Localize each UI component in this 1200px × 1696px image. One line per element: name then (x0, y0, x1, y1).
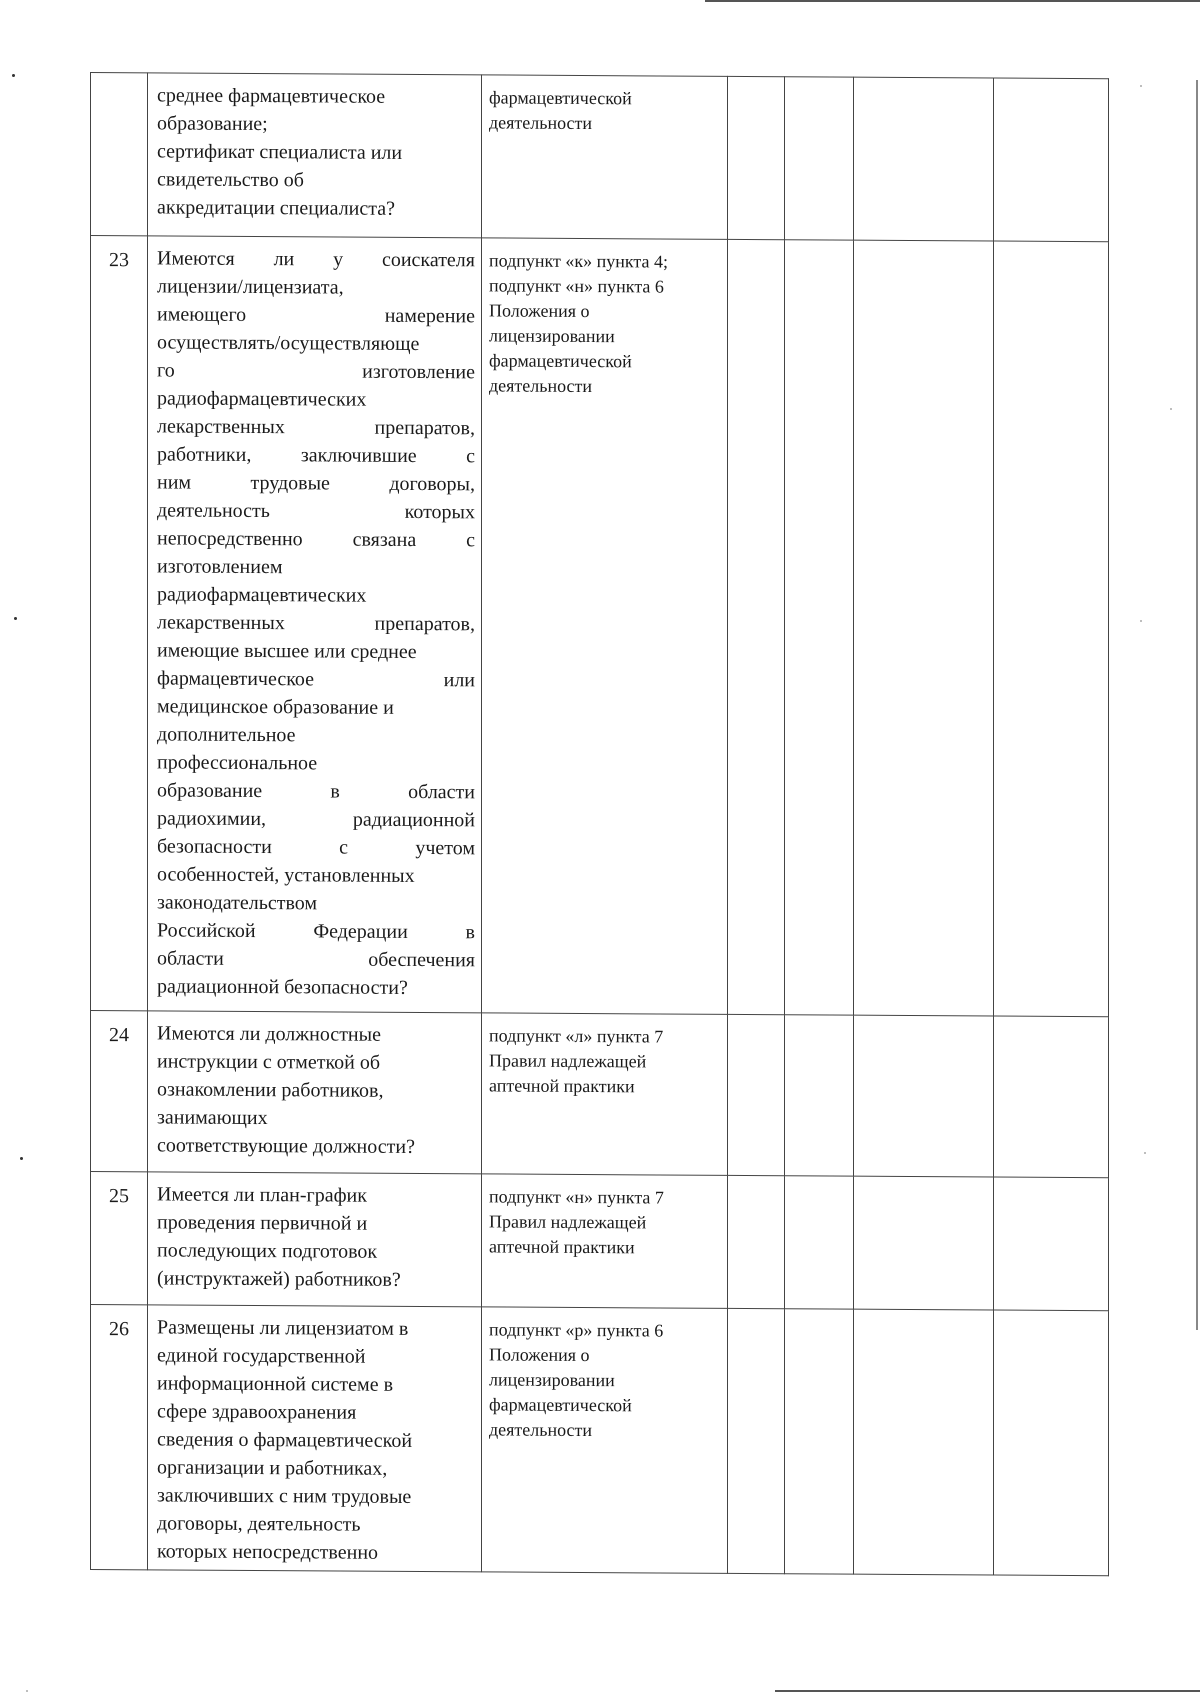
question-line: аккредитации специалиста? (157, 196, 395, 220)
question-line: занимающих (157, 1106, 268, 1130)
empty-cell (994, 1177, 1109, 1311)
question-line: ним трудовые договоры, (157, 471, 475, 496)
question-line: Имеются ли у соискателя (157, 247, 475, 272)
question-line: безопасности с учетом (157, 835, 475, 860)
empty-cell (728, 1175, 785, 1308)
question-line: Имеется ли план-график (157, 1183, 367, 1207)
empty-cell (785, 1176, 854, 1309)
table-row (91, 1011, 1109, 1178)
scan-dot (26, 1690, 28, 1692)
reference-line: подпункт «н» пункта 7 (489, 1186, 664, 1208)
empty-cell (785, 77, 854, 240)
question-line: профессиональное (157, 751, 318, 775)
question-line: изготовлением (157, 555, 283, 579)
question-line: образование в области (157, 779, 475, 804)
table-row (91, 236, 1109, 1017)
question-line: медицинское образование и (157, 695, 394, 719)
reference-line: лицензировании (489, 325, 615, 347)
question-line: радиохимии, радиационной (157, 807, 475, 832)
table-row (91, 1172, 1109, 1311)
question-cell (148, 1172, 482, 1307)
reference-line: деятельности (489, 1419, 593, 1441)
question-line: заключивших с ним трудовые (157, 1484, 412, 1508)
table-row (91, 1305, 1109, 1576)
empty-cell (994, 241, 1109, 1017)
question-line: сертификат специалиста или (157, 140, 403, 164)
reference-line: подпункт «л» пункта 7 (489, 1025, 664, 1047)
empty-cell (854, 1176, 994, 1310)
scan-dot (12, 74, 15, 77)
row-number-cell (91, 73, 148, 236)
question-line: информационной системе в (157, 1372, 394, 1396)
question-line: которых непосредственно (157, 1540, 379, 1564)
reference-line: Правил надлежащей (489, 1211, 647, 1233)
scan-dot (14, 617, 17, 620)
empty-cell (994, 1310, 1109, 1576)
question-line: особенностей, установленных (157, 863, 415, 887)
empty-cell (854, 240, 994, 1016)
question-line: соответствующие должности? (157, 1134, 415, 1158)
empty-cell (728, 1014, 785, 1175)
empty-cell (854, 77, 994, 241)
question-line: непосредственно связана с (157, 527, 475, 552)
scan-edge-line-bottom (775, 1690, 1200, 1692)
row-number-cell: 24 (91, 1011, 148, 1172)
question-line: свидетельство об (157, 168, 304, 192)
empty-cell (994, 1016, 1109, 1178)
reference-line: лицензировании (489, 1369, 615, 1391)
question-line: Российской Федерации в (157, 919, 475, 944)
question-line: законодательством (157, 891, 318, 915)
reference-line: фармацевтической (489, 1394, 632, 1416)
question-line: деятельность которых (157, 499, 475, 524)
reference-line: подпункт «к» пункта 4; (489, 250, 669, 272)
question-line: инструкции с отметкой об (157, 1050, 381, 1074)
question-line: (инструктажей) работников? (157, 1267, 401, 1291)
question-line: радиофармацевтических (157, 387, 367, 411)
scan-dot (1140, 85, 1142, 87)
row-number-cell: 25 (91, 1172, 148, 1305)
question-line: лекарственных препаратов, (157, 415, 475, 440)
question-line: ознакомлении работников, (157, 1078, 384, 1102)
reference-line: подпункт «р» пункта 6 (489, 1319, 664, 1341)
question-cell (148, 1011, 482, 1174)
empty-cell (785, 240, 854, 1015)
empty-cell (854, 1015, 994, 1177)
question-line: последующих подготовок (157, 1239, 378, 1263)
question-line: осуществлять/осуществляюще (157, 331, 420, 356)
question-line: проведения первичной и (157, 1211, 368, 1235)
reference-cell (482, 1307, 728, 1574)
scan-dot (1140, 620, 1142, 622)
empty-cell (728, 1308, 785, 1573)
scan-dot (20, 1157, 23, 1160)
question-line: сфере здравоохранения (157, 1400, 357, 1424)
reference-cell (482, 1174, 728, 1309)
question-cell (148, 1305, 482, 1572)
reference-line: Положения о (489, 1344, 590, 1366)
row-number-cell: 26 (91, 1305, 148, 1570)
reference-line: фармацевтической (489, 87, 632, 109)
question-cell (148, 73, 482, 238)
question-line: дополнительное (157, 723, 296, 747)
question-line: фармацевтическое или (157, 667, 475, 692)
question-line: радиофармацевтических (157, 583, 367, 607)
question-line: работники, заключившие с (157, 443, 475, 468)
reference-line: деятельности (489, 112, 593, 134)
scan-dot (1170, 408, 1172, 410)
question-line: среднее фармацевтическое (157, 84, 386, 108)
question-line: Размещены ли лицензиатом в (157, 1316, 409, 1340)
scan-edge-line-top (705, 0, 1200, 2)
empty-cell (728, 239, 785, 1014)
question-line: лицензии/лицензиата, (157, 275, 344, 299)
empty-cell (785, 1015, 854, 1176)
table-row (91, 73, 1109, 242)
reference-line: Правил надлежащей (489, 1050, 647, 1072)
question-line: области обеспечения (157, 947, 475, 972)
reference-line: аптечной практики (489, 1236, 635, 1258)
empty-cell (728, 76, 785, 239)
reference-line: аптечной практики (489, 1075, 635, 1097)
question-line: договоры, деятельность (157, 1512, 361, 1536)
question-line: сведения о фармацевтической (157, 1428, 413, 1452)
empty-cell (785, 1309, 854, 1574)
reference-cell (482, 1013, 728, 1176)
question-cell (148, 236, 482, 1013)
scan-dot (1144, 1152, 1146, 1154)
reference-line: фармацевтической (489, 350, 632, 372)
question-line: Имеются ли должностные (157, 1022, 381, 1046)
empty-cell (854, 1309, 994, 1575)
reference-line: подпункт «н» пункта 6 (489, 275, 664, 297)
empty-cell (994, 78, 1109, 242)
checklist-table (90, 72, 1109, 1576)
question-line: образование; (157, 112, 268, 136)
question-line: имеющие высшее или среднее (157, 639, 417, 663)
question-line: лекарственных препаратов, (157, 611, 475, 636)
question-line: организации и работниках, (157, 1456, 388, 1480)
reference-line: деятельности (489, 375, 593, 397)
reference-cell (482, 75, 728, 240)
scan-edge-line-right (1196, 80, 1198, 1330)
question-line: го изготовление (157, 359, 475, 384)
row-number-cell: 23 (91, 236, 148, 1011)
question-line: радиационной безопасности? (157, 975, 408, 999)
question-line: имеющего намерение (157, 303, 475, 328)
reference-line: Положения о (489, 300, 590, 322)
question-line: единой государственной (157, 1344, 366, 1368)
reference-cell (482, 238, 728, 1015)
